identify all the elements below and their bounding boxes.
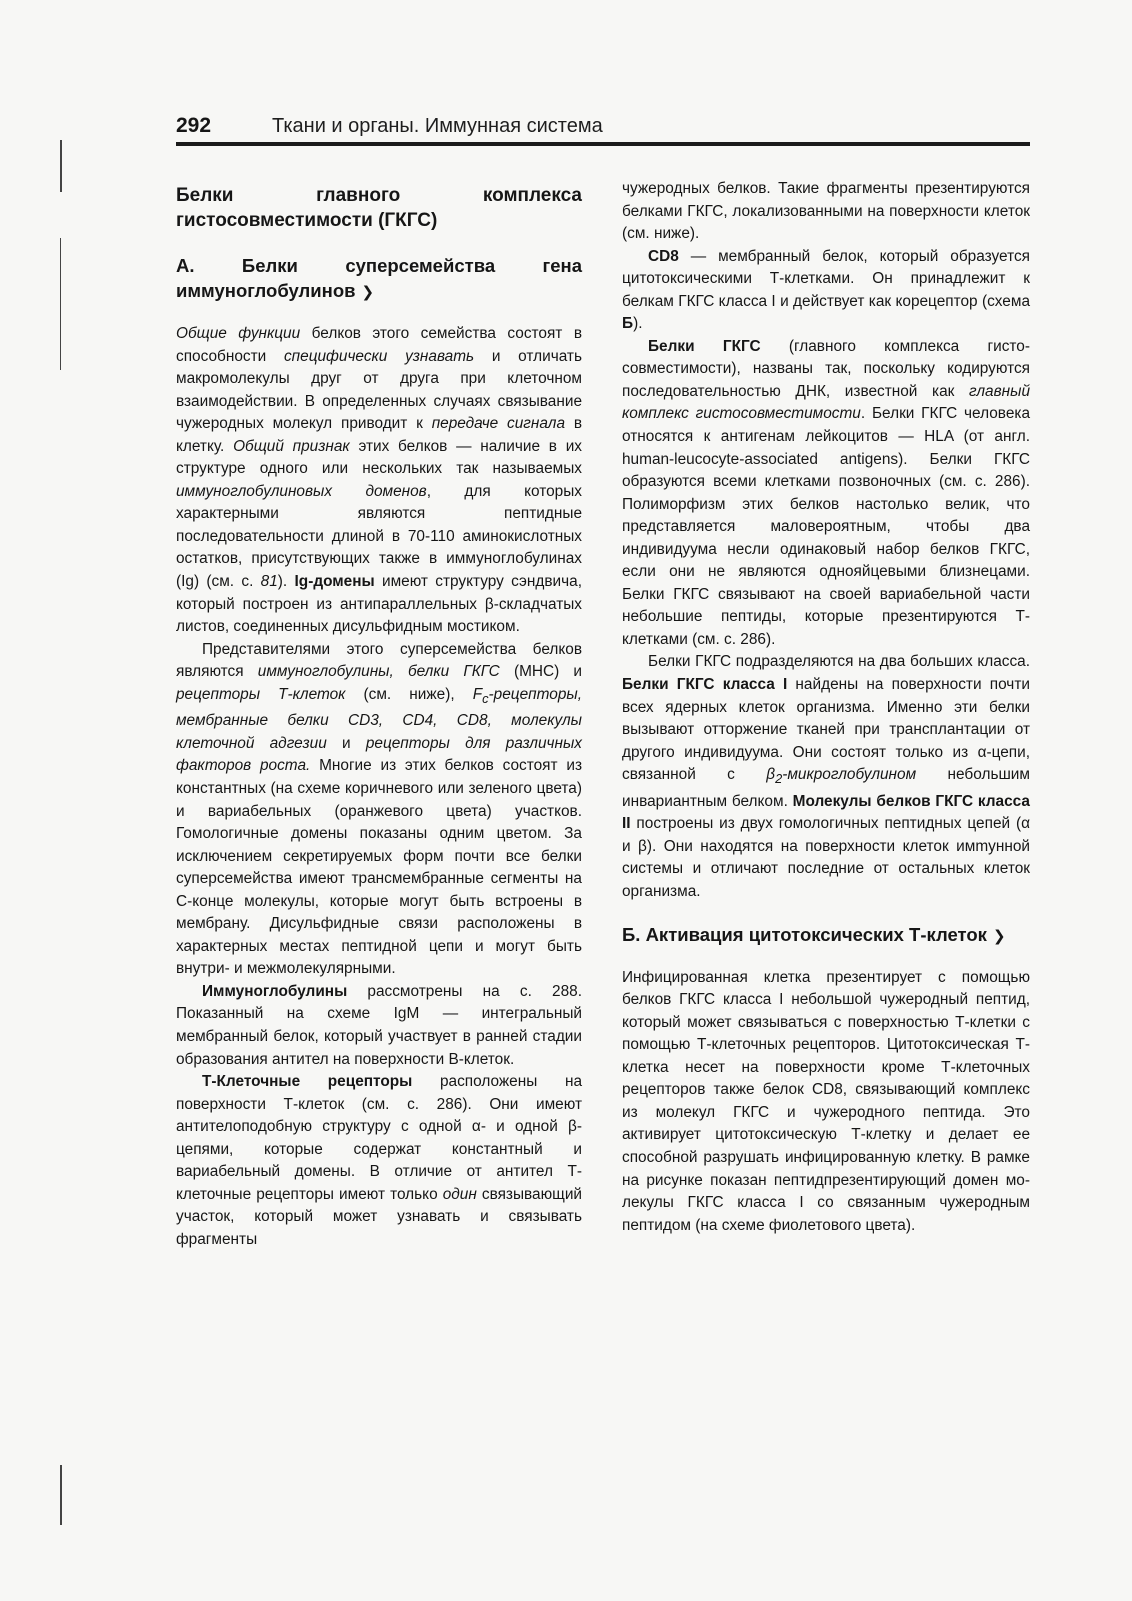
italic-term: главный комплекс гистосовместимости <box>622 382 1030 423</box>
bold-term: Ig-домены <box>294 573 375 591</box>
section-b-heading <box>622 922 1030 949</box>
section-a-title: А. Белки суперсемейства гена иммуноглобулинов <box>176 255 582 301</box>
italic-term: рецепторы Т-клеток <box>176 685 346 703</box>
bold-term: Белки ГКГС <box>648 337 761 355</box>
text-run: белков этого семейства состоят в способности <box>176 325 582 365</box>
left-column <box>176 183 582 1252</box>
text-run: Представителями этого суперсемейства белков являются <box>176 640 582 681</box>
section-arrow-icon: ❯ <box>992 927 1006 945</box>
text-run: (MHC) и <box>499 663 583 681</box>
running-header-title: Ткани и органы. Иммунная система <box>272 115 603 137</box>
italic-term: специфически узнавать <box>283 347 475 365</box>
paragraph <box>622 336 1030 652</box>
header-rule <box>176 142 1030 146</box>
paragraph: Инфицированная клетка презентирует с помощью белков ГКГС класса I небольшой чужеродный пептид, который может связываться с поверхностью Т-клетки с помощью Т-клеточных рецепторов. Цитотоксическая Т-клетка несет на поверхности кроме Т-клеточных рецепторов также белок CD8, связывающий комплекс из молекул ГКГС и чужеродного пептида. Это активирует цитотоксическую Т-клетку и делает ее способной разрушать инфицированную клетку. В рамке на рисунке показан пептидпрезентирующий домен молекулы ГКГС класса I со связанным чужеродным пептидом (на схеме фиолетового цвета). <box>622 968 1030 1234</box>
bold-term: Белки ГКГС класса I <box>622 676 788 694</box>
text-run: в клетку. <box>176 415 582 455</box>
paragraph: чужеродных белков. Такие фрагменты презентируются белками ГКГС, локализованными на поверхности клеток (см. ниже). <box>622 180 1030 243</box>
text-run: и <box>326 734 366 752</box>
scan-artifact-mark <box>60 1465 62 1525</box>
italic-term: Общий признак <box>233 437 350 455</box>
text-run: рассмотрены на с. 288. Показанный на схеме IgM — интегральный мембранный белок, который участвует в ранней стадии образования антител на поверхности В-клеток. <box>176 982 582 1068</box>
bold-term: CD8 <box>648 247 679 265</box>
section-arrow-icon: ❯ <box>361 284 375 301</box>
bold-term: Б <box>622 315 634 333</box>
paragraph <box>176 323 582 639</box>
text-run: — мембранный белок, который образуется цитотоксическими Т-клетками. Он принадлежит к белкам ГКГС класса I и действует как корецептор (схема <box>622 247 1030 310</box>
paragraph <box>622 651 1030 903</box>
italic-term: иммуноглобулиновых доменов <box>176 482 427 500</box>
italic-subscript: 2 <box>775 771 783 787</box>
paragraph <box>176 639 582 981</box>
running-header <box>176 114 1030 148</box>
section-a-heading <box>176 253 582 305</box>
text-run: , для которых характерными являются пептидные последовательности длиной в 70-110 аминокислотных остатков, присутствующих также в иммуноглобулинах (Ig) (см. с. <box>176 482 582 591</box>
italic-term: Общие функции <box>176 325 301 342</box>
paragraph <box>176 981 582 1071</box>
italic-subscript: c <box>482 690 489 706</box>
italic-term: передаче сигнала <box>431 415 565 433</box>
text-run: ). <box>633 315 643 333</box>
chapter-heading: Белки главного комплекса гистосовместимости (ГКГС) <box>176 185 582 231</box>
text-run: Белки ГКГС подразделяются на два больших класса. <box>648 653 1030 671</box>
text-run: Многие из этих белков состоят из константных (на схеме коричневого или зеленого цвета) и вариабельных (оранжевого цвета) участков. Гомологичные домены показаны одним цветом. За исключением секретируемых форм почти все белки суперсемейства имеют трансмембранные сегменты на С-конце молекулы, которые могут быть встроены в мембрану. Дисульфидные связи расположены в характерных местах пептидной цепи и могут быть внутри- и межмолекулярными. <box>176 757 582 978</box>
italic-term: рецепторы для различных факторов роста. <box>176 734 583 775</box>
text-run: этих белков — наличие в их структуре одного или нескольких так называемых <box>176 437 582 478</box>
text-run: найдены на поверхности почти всех ядерных клеток организма. Именно эти белки вызывают отторжение тканей при трансплантации от другого индивидуума. Они состоят только из α-цепи, связанной с <box>622 676 1030 784</box>
page-number: 292 <box>176 114 212 137</box>
text-run: (см. ниже), <box>345 685 473 703</box>
right-column <box>622 178 1030 1237</box>
scan-artifact-mark <box>60 238 61 370</box>
text-run: и отличать макромолекулы друг от друга при клеточном взаимодействии. В определенных случаях связывание чужеродных молекул приводит к <box>176 347 582 433</box>
italic-term: один <box>442 1185 477 1203</box>
text-run: расположены на поверхности Т-клеток (см. с. 286). Они имеют антителоподобную структуру с одной α- и одной β-цепями, которые содержат константный и вариабельный домены. В отличие от антител Т-клеточные рецепторы имеют только <box>176 1073 582 1203</box>
bold-term: Молекулы белков ГКГС класса II <box>622 792 1030 833</box>
text-run: небольшим инвариантным белком. <box>622 766 1030 810</box>
italic-term: 81 <box>260 573 278 591</box>
italic-term: F <box>472 685 483 703</box>
bold-term: Т-Клеточные рецепторы <box>202 1073 413 1091</box>
text-run: имеют структуру сэндвича, который построен из антипараллельных β-складчатых листов, соединенных дисульфидным мостиком. <box>176 573 582 636</box>
text-run: . Белки ГКГС человека относятся к антигенам лейкоцитов — HLA (от англ. human-leucocyte-associated antigens). Белки ГКГС образуются всеми клетками позвоночных (см. с. 286). Полиморфизм этих белков настолько велик, что представляется маловероятным, чтобы два индивидуума несли одинаковый набор белков ГКГС, если они не являются однояйцевыми близнецами. Белки ГКГС связывают на своей вариабельной части небольшие пептиды, которые презентируются Т-клетками (см. с. 286). <box>622 405 1031 648</box>
italic-term: иммуноглобулины, белки ГКГС <box>257 663 500 681</box>
italic-term: -микроглобулином <box>782 766 917 784</box>
text-run: (главного комплекса гистосовместимости), названы так, поскольку кодируются последовательностью ДНК, известной как <box>622 337 1030 400</box>
text-run: связывающий участок, который может узнавать и связывать фрагменты <box>176 1185 583 1248</box>
italic-term: β <box>766 766 776 784</box>
text-run: ). <box>277 573 295 591</box>
bold-term: Иммуноглобулины <box>202 982 348 1000</box>
italic-term: -рецепторы, мембранные белки CD3, CD4, CD8, молекулы клеточной адгезии <box>176 685 582 752</box>
scan-artifact-mark <box>60 140 62 192</box>
section-b-title: Б. Активация цитотоксических Т-клеток <box>622 923 987 945</box>
paragraph <box>622 246 1030 336</box>
paragraph <box>176 1071 582 1251</box>
text-run: построены из двух гомологичных пептидных цепей (α и β). Они находятся на поверхности клеток имmунной системы и отличают последние от остальных клеток организма. <box>622 815 1030 901</box>
